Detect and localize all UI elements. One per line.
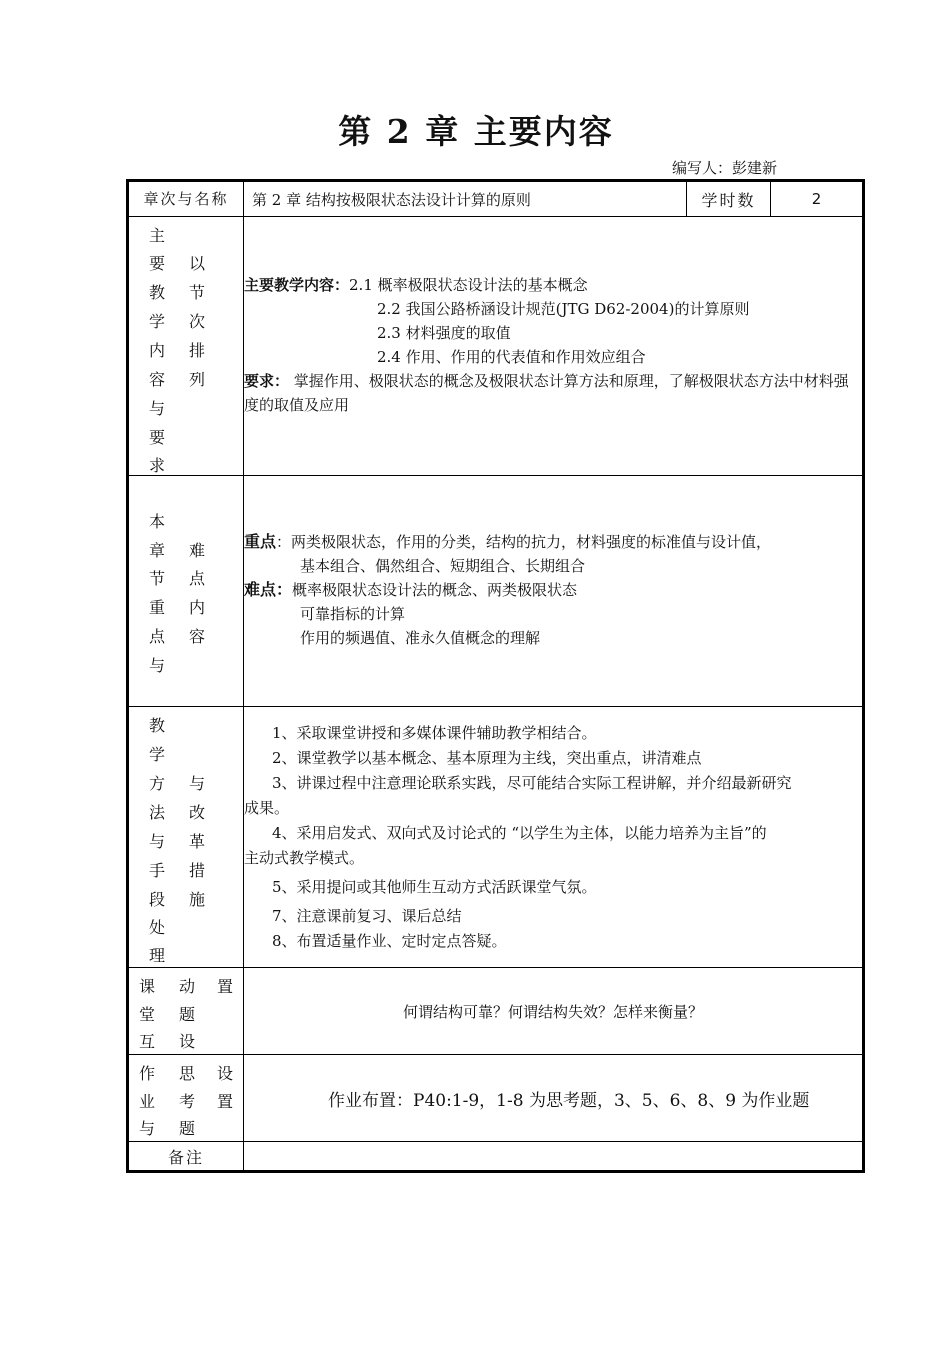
interaction-row (128, 968, 864, 1055)
label-char: 以 (189, 254, 206, 273)
label-char: 置 (217, 1092, 234, 1111)
homework-row (128, 1055, 864, 1142)
label-char: 主 (149, 226, 166, 245)
label-char: 措 (189, 861, 206, 880)
method-item: 成果。 (244, 799, 290, 817)
label-char: 排 (189, 341, 206, 360)
label-char: 方 (149, 774, 166, 793)
hours-value: 2 (771, 181, 864, 217)
remarks-row (128, 1142, 864, 1172)
label-char: 学 (149, 745, 166, 764)
label-char: 处 (149, 918, 166, 937)
label-char: 法 (149, 803, 166, 822)
label-char: 点 (189, 569, 206, 588)
requirement-text: 掌握作用、极限状态的概念及极限状态计算方法和原理，了解极限状态方法中材料强度的取值及应用 (244, 372, 849, 414)
label-char: 业 (139, 1092, 156, 1111)
methods-row-body (244, 707, 864, 968)
label-char: 置 (217, 977, 234, 996)
course-table (126, 179, 865, 1173)
label-char: 改 (189, 803, 206, 822)
label-char: 设 (179, 1032, 196, 1051)
label-char: 手 (149, 861, 166, 880)
label-char: 次 (189, 312, 206, 331)
label-char: 理 (149, 946, 166, 965)
label-char: 施 (189, 890, 206, 909)
label-char: 互 (139, 1032, 156, 1051)
methods-row (128, 707, 864, 968)
label-char: 革 (189, 832, 206, 851)
keypoints-row-label (128, 476, 244, 707)
label-char: 堂 (139, 1005, 156, 1024)
keypoints-row (128, 476, 864, 707)
method-item: 1、采取课堂讲授和多媒体课件辅助教学相结合。 (272, 724, 597, 742)
method-item: 4、采用启发式、双向式及讨论式的 “以学生为主体，以能力培养为主旨”的 (272, 824, 767, 842)
label-char: 求 (149, 456, 166, 475)
label-char: 设 (217, 1064, 234, 1083)
label-char: 作 (139, 1064, 156, 1083)
label-char: 与 (149, 656, 166, 675)
content-item: 2.2 我国公路桥涵设计规范(JTG D62-2004)的计算原则 (377, 300, 750, 318)
difficulty-text-2: 可靠指标的计算 (300, 605, 406, 623)
content-row-label (128, 217, 244, 476)
label-char: 题 (179, 1005, 196, 1024)
label-char: 本 (149, 512, 166, 531)
label-char: 章 (149, 541, 166, 560)
label-char: 节 (149, 569, 166, 588)
label-char: 教 (149, 283, 166, 302)
header-row (128, 181, 864, 217)
chapter-name-label: 章次与名称 (128, 181, 244, 217)
label-char: 学 (149, 312, 166, 331)
label-char: 要 (149, 428, 166, 447)
author-line: 编写人：彭建新 (672, 159, 778, 177)
homework-text: 作业布置：P40:1-9，1-8 为思考题，3、5、6、8、9 为作业题 (244, 1055, 864, 1142)
label-char: 难 (189, 541, 206, 560)
content-row-body (244, 217, 864, 476)
keypoints-row-body (244, 476, 864, 707)
key-point-label: 重点 (244, 532, 277, 551)
label-char: 内 (149, 341, 166, 360)
method-item: 5、采用提问或其他师生互动方式活跃课堂气氛。 (272, 878, 597, 896)
key-point-text: ：两类极限状态，作用的分类，结构的抗力，材料强度的标准值与设计值， (276, 533, 772, 551)
label-char: 与 (139, 1119, 156, 1138)
label-char: 思 (179, 1064, 196, 1083)
label-char: 考 (179, 1092, 196, 1111)
label-char: 课 (139, 977, 156, 996)
label-char: 段 (149, 890, 166, 909)
requirement-key: 要求： (244, 372, 290, 390)
method-item: 7、注意课前复习、课后总结 (272, 907, 462, 925)
key-point-text-2: 基本组合、偶然组合、短期组合、长期组合 (300, 557, 586, 575)
difficulty-label: 难点： (244, 580, 293, 599)
label-char: 题 (179, 1119, 196, 1138)
label-char: 与 (149, 832, 166, 851)
interaction-question: 何谓结构可靠？何谓结构失效？怎样来衡量？ (244, 968, 864, 1055)
teaching-content-key: 主要教学内容： (244, 276, 350, 294)
interaction-row-label (128, 968, 244, 1055)
label-char: 动 (179, 977, 196, 996)
difficulty-text: 概率极限状态设计法的概念、两类极限状态 (292, 581, 578, 599)
remarks-label: 备注 (128, 1142, 244, 1172)
difficulty-text-3: 作用的频遇值、准永久值概念的理解 (300, 629, 541, 647)
method-item: 2、课堂教学以基本概念、基本原理为主线，突出重点，讲清难点 (272, 749, 702, 767)
label-char: 要 (149, 254, 166, 273)
hours-label: 学时数 (687, 181, 771, 217)
content-item: 2.1 概率极限状态设计法的基本概念 (349, 276, 588, 294)
method-item: 主动式教学模式。 (244, 849, 365, 867)
remarks-value (244, 1142, 864, 1172)
label-char: 节 (189, 283, 206, 302)
label-char: 容 (149, 370, 166, 389)
method-item: 3、讲课过程中注意理论联系实践，尽可能结合实际工程讲解，并介绍最新研究 (272, 774, 792, 792)
label-char: 教 (149, 716, 166, 735)
content-row (128, 217, 864, 476)
homework-row-label (128, 1055, 244, 1142)
label-char: 与 (149, 399, 166, 418)
content-item: 2.4 作用、作用的代表值和作用效应组合 (377, 348, 646, 366)
label-char: 列 (189, 370, 206, 389)
label-char: 重 (149, 598, 166, 617)
content-item: 2.3 材料强度的取值 (377, 324, 511, 342)
page-title: 第 2 章 主要内容 (338, 112, 614, 151)
label-char: 容 (189, 627, 206, 646)
method-item: 8、布置适量作业、定时定点答疑。 (272, 932, 507, 950)
chapter-name-value: 第 2 章 结构按极限状态法设计计算的原则 (244, 181, 687, 217)
label-char: 与 (189, 774, 206, 793)
label-char: 点 (149, 627, 166, 646)
methods-row-label (128, 707, 244, 968)
label-char: 内 (189, 598, 206, 617)
